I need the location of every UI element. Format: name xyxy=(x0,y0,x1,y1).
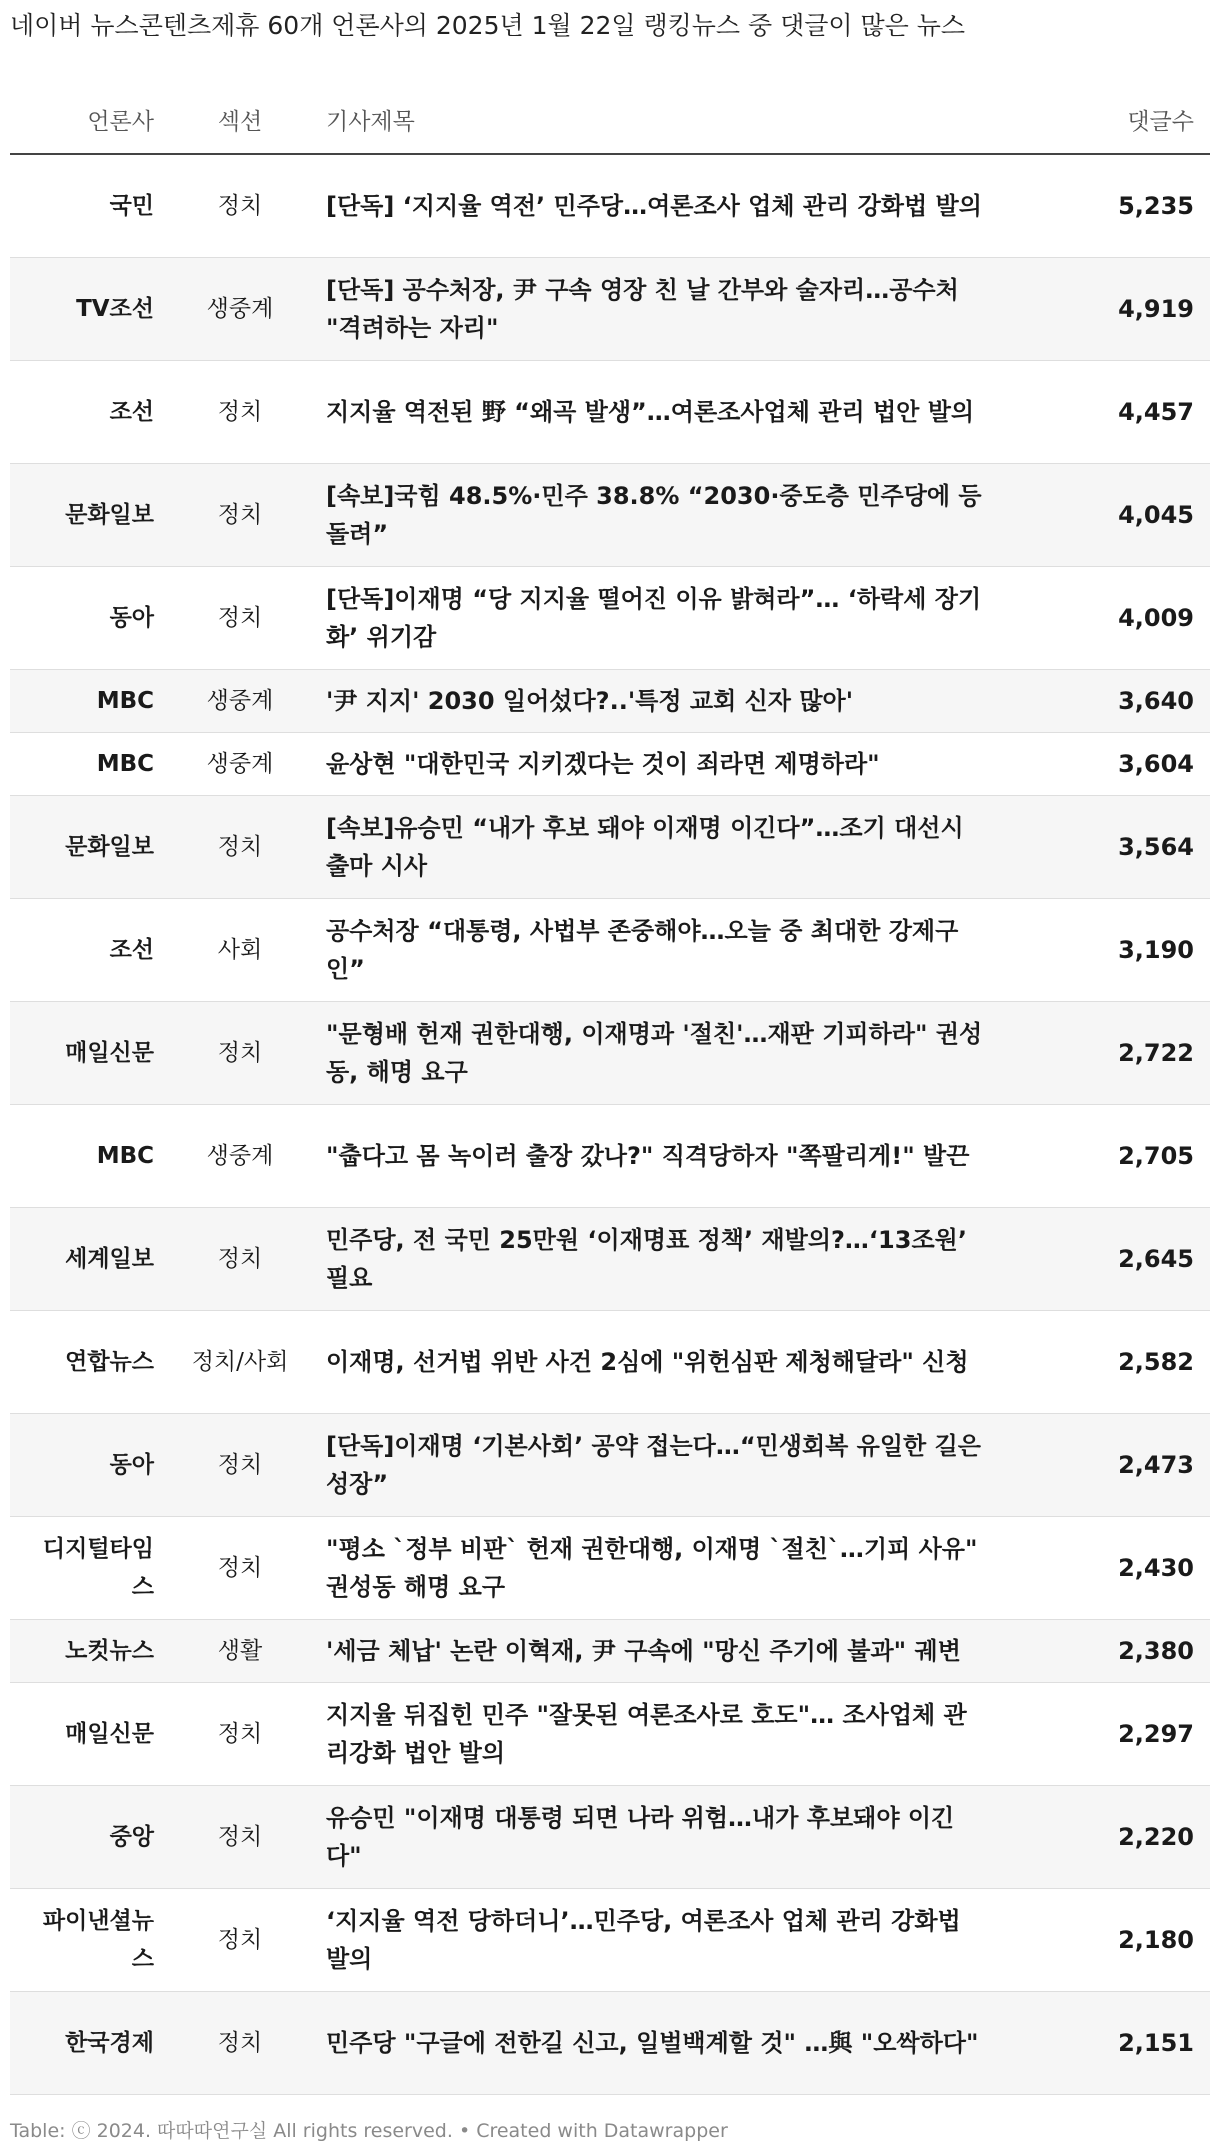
section-cell: 정치 xyxy=(170,1002,310,1105)
headline-cell: 민주당, 전 국민 25만원 ‘이재명표 정책’ 재발의?…‘13조원’ 필요 xyxy=(310,1208,1010,1311)
section-cell: 정치/사회 xyxy=(170,1311,310,1414)
headline-cell: [속보]유승민 “내가 후보 돼야 이재명 이긴다”…조기 대선시 출마 시사 xyxy=(310,796,1010,899)
comment-count-cell: 3,640 xyxy=(1010,670,1210,733)
table-row xyxy=(10,1786,1210,1889)
section-cell: 생중계 xyxy=(170,1105,310,1208)
comment-count-cell: 4,009 xyxy=(1010,567,1210,670)
headline-cell: '尹 지지' 2030 일어섰다?..'특정 교회 신자 많아' xyxy=(310,670,1010,733)
table-row xyxy=(10,1414,1210,1517)
section-cell: 정치 xyxy=(170,1786,310,1889)
publisher-cell: MBC xyxy=(10,1105,170,1208)
table-row xyxy=(10,1311,1210,1414)
column-header-title[interactable]: 기사제목 xyxy=(310,85,1010,154)
table-row xyxy=(10,1208,1210,1311)
page-title: 네이버 뉴스콘텐츠제휴 60개 언론사의 2025년 1월 22일 랭킹뉴스 중 댓글이 많은 뉴스 xyxy=(10,11,966,40)
comment-count-cell: 2,430 xyxy=(1010,1517,1210,1620)
news-table xyxy=(10,85,1210,2095)
headline-cell: 유승민 "이재명 대통령 되면 나라 위험…내가 후보돼야 이긴다" xyxy=(310,1786,1010,1889)
headline-cell: 지지율 역전된 野 “왜곡 발생”…여론조사업체 관리 법안 발의 xyxy=(310,361,1010,464)
section-cell: 정치 xyxy=(170,567,310,670)
section-cell: 생중계 xyxy=(170,258,310,361)
publisher-cell: 조선 xyxy=(10,899,170,1002)
comment-count-cell: 2,151 xyxy=(1010,1992,1210,2095)
table-row xyxy=(10,1517,1210,1620)
section-cell: 정치 xyxy=(170,796,310,899)
publisher-cell: 국민 xyxy=(10,154,170,258)
column-header-section[interactable]: 섹션 xyxy=(170,85,310,154)
section-cell: 정치 xyxy=(170,1889,310,1992)
publisher-cell: 매일신문 xyxy=(10,1683,170,1786)
comment-count-cell: 4,919 xyxy=(1010,258,1210,361)
publisher-cell: 중앙 xyxy=(10,1786,170,1889)
section-cell: 정치 xyxy=(170,1414,310,1517)
table-body xyxy=(10,154,1210,2095)
comment-count-cell: 3,604 xyxy=(1010,733,1210,796)
comment-count-cell: 4,045 xyxy=(1010,464,1210,567)
publisher-cell: 세계일보 xyxy=(10,1208,170,1311)
section-cell: 생중계 xyxy=(170,670,310,733)
comment-count-cell: 2,180 xyxy=(1010,1889,1210,1992)
headline-cell: [단독] 공수처장, 尹 구속 영장 친 날 간부와 술자리…공수처 "격려하는 자리" xyxy=(310,258,1010,361)
comment-count-cell: 4,457 xyxy=(1010,361,1210,464)
headline-cell: 공수처장 “대통령, 사법부 존중해야…오늘 중 최대한 강제구인” xyxy=(310,899,1010,1002)
header-row xyxy=(10,85,1210,154)
headline-cell: ‘지지율 역전 당하더니’…민주당, 여론조사 업체 관리 강화법 발의 xyxy=(310,1889,1010,1992)
table-row xyxy=(10,361,1210,464)
comment-count-cell: 2,645 xyxy=(1010,1208,1210,1311)
table-row xyxy=(10,567,1210,670)
publisher-cell: 조선 xyxy=(10,361,170,464)
section-cell: 정치 xyxy=(170,1208,310,1311)
comment-count-cell: 2,297 xyxy=(1010,1683,1210,1786)
table-row xyxy=(10,1992,1210,2095)
comment-count-cell: 2,582 xyxy=(1010,1311,1210,1414)
table-row xyxy=(10,464,1210,567)
headline-cell: [단독]이재명 ‘기본사회’ 공약 접는다…“민생회복 유일한 길은 성장” xyxy=(310,1414,1010,1517)
section-cell: 사회 xyxy=(170,899,310,1002)
publisher-cell: 문화일보 xyxy=(10,464,170,567)
headline-cell: [단독]이재명 “당 지지율 떨어진 이유 밝혀라”… ‘하락세 장기화’ 위기감 xyxy=(310,567,1010,670)
headline-cell: '세금 체납' 논란 이혁재, 尹 구속에 "망신 주기에 불과" 궤변 xyxy=(310,1620,1010,1683)
publisher-cell: MBC xyxy=(10,670,170,733)
publisher-cell: 매일신문 xyxy=(10,1002,170,1105)
table-row xyxy=(10,258,1210,361)
headline-cell: [속보]국힘 48.5%·민주 38.8% “2030·중도층 민주당에 등 돌려” xyxy=(310,464,1010,567)
table-row xyxy=(10,1105,1210,1208)
headline-cell: 윤상현 "대한민국 지키겠다는 것이 죄라면 제명하라" xyxy=(310,733,1010,796)
column-header-publisher[interactable]: 언론사 xyxy=(10,85,170,154)
headline-cell: 민주당 "구글에 전한길 신고, 일벌백계할 것" …與 "오싹하다" xyxy=(310,1992,1010,2095)
publisher-cell: 문화일보 xyxy=(10,796,170,899)
table-row xyxy=(10,899,1210,1002)
comment-count-cell: 2,380 xyxy=(1010,1620,1210,1683)
table-row xyxy=(10,1889,1210,1992)
table-row xyxy=(10,1620,1210,1683)
table-row xyxy=(10,796,1210,899)
table-row xyxy=(10,670,1210,733)
section-cell: 정치 xyxy=(170,1992,310,2095)
table-header xyxy=(10,85,1210,154)
headline-cell: "문형배 헌재 권한대행, 이재명과 '절친'…재판 기피하라" 권성동, 해명 요구 xyxy=(310,1002,1010,1105)
section-cell: 생활 xyxy=(170,1620,310,1683)
comment-count-cell: 2,473 xyxy=(1010,1414,1210,1517)
comment-count-cell: 2,705 xyxy=(1010,1105,1210,1208)
publisher-cell: 연합뉴스 xyxy=(10,1311,170,1414)
table-row xyxy=(10,1002,1210,1105)
publisher-cell: 노컷뉴스 xyxy=(10,1620,170,1683)
comment-count-cell: 2,220 xyxy=(1010,1786,1210,1889)
comment-count-cell: 3,190 xyxy=(1010,899,1210,1002)
comment-count-cell: 3,564 xyxy=(1010,796,1210,899)
column-header-comments[interactable]: 댓글수 xyxy=(1010,85,1210,154)
headline-cell: [단독] ‘지지율 역전’ 민주당…여론조사 업체 관리 강화법 발의 xyxy=(310,154,1010,258)
publisher-cell: 파이낸셜뉴스 xyxy=(10,1889,170,1992)
section-cell: 정치 xyxy=(170,464,310,567)
comment-count-cell: 2,722 xyxy=(1010,1002,1210,1105)
table-footer: Table: ⓒ 2024. 따따따연구실 All rights reserved. • Created with Datawrapper xyxy=(10,2120,728,2142)
section-cell: 정치 xyxy=(170,1517,310,1620)
headline-cell: 이재명, 선거법 위반 사건 2심에 "위헌심판 제청해달라" 신청 xyxy=(310,1311,1010,1414)
table-row xyxy=(10,733,1210,796)
comment-count-cell: 5,235 xyxy=(1010,154,1210,258)
publisher-cell: 디지털타임스 xyxy=(10,1517,170,1620)
headline-cell: "평소 `정부 비판` 헌재 권한대행, 이재명 `절친`…기피 사유" 권성동 해명 요구 xyxy=(310,1517,1010,1620)
section-cell: 생중계 xyxy=(170,733,310,796)
publisher-cell: MBC xyxy=(10,733,170,796)
table-row xyxy=(10,154,1210,258)
headline-cell: "춥다고 몸 녹이러 출장 갔나?" 직격당하자 "쪽팔리게!" 발끈 xyxy=(310,1105,1010,1208)
publisher-cell: 한국경제 xyxy=(10,1992,170,2095)
publisher-cell: 동아 xyxy=(10,1414,170,1517)
section-cell: 정치 xyxy=(170,1683,310,1786)
headline-cell: 지지율 뒤집힌 민주 "잘못된 여론조사로 호도"… 조사업체 관리강화 법안 발의 xyxy=(310,1683,1010,1786)
publisher-cell: 동아 xyxy=(10,567,170,670)
section-cell: 정치 xyxy=(170,154,310,258)
section-cell: 정치 xyxy=(170,361,310,464)
table-row xyxy=(10,1683,1210,1786)
publisher-cell: TV조선 xyxy=(10,258,170,361)
